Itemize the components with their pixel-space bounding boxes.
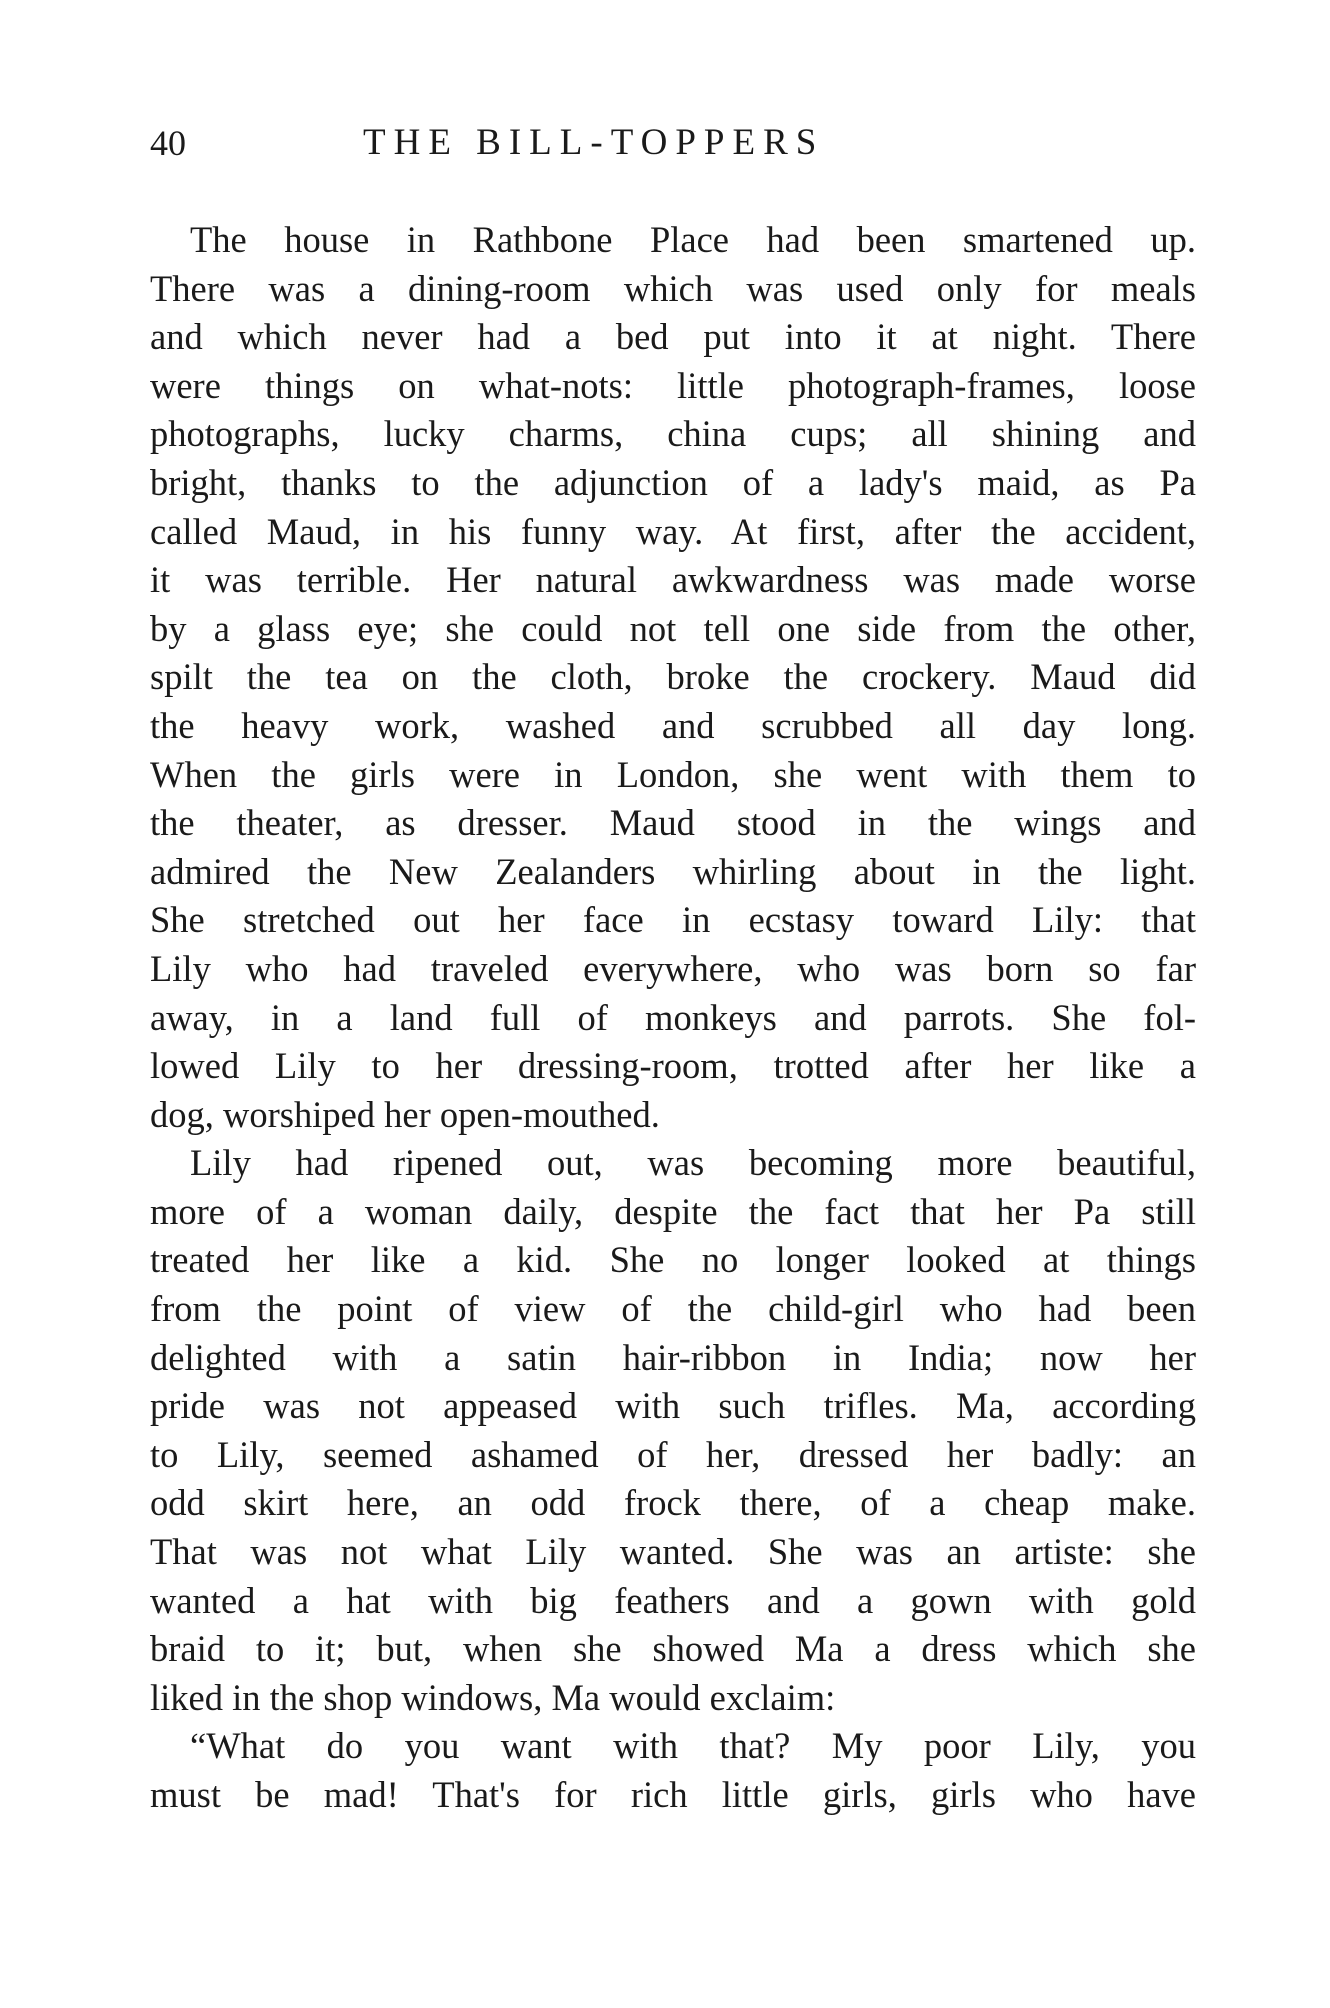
text-line: odd skirt here, an odd frock there, of a cheap make.	[150, 1482, 1196, 1524]
text-line: lowed Lily to her dressing-room, trotted after her like a	[150, 1045, 1196, 1087]
running-head	[150, 118, 1200, 168]
text-line: That was not what Lily wanted. She was an artiste: she	[150, 1531, 1196, 1573]
text-line: to Lily, seemed ashamed of her, dressed her badly: an	[150, 1433, 1196, 1475]
text-line: from the point of view of the child-girl who had been	[150, 1288, 1196, 1330]
text-line: “What do you want with that? My poor Lily, you	[190, 1725, 1196, 1767]
text-line: liked in the shop windows, Ma would exclaim:	[150, 1676, 836, 1718]
text-line: There was a dining-room which was used only for meals	[150, 267, 1196, 309]
text-line: When the girls were in London, she went with them to	[150, 753, 1196, 795]
text-line: away, in a land full of monkeys and parrots. She fol-	[150, 996, 1196, 1038]
text-line: the theater, as dresser. Maud stood in the wings and	[150, 802, 1196, 844]
text-line: braid to it; but, when she showed Ma a dress which she	[150, 1628, 1196, 1670]
text-line: were things on what-nots: little photograph-frames, loose	[150, 364, 1196, 406]
text-line: it was terrible. Her natural awkwardness was made worse	[150, 559, 1196, 601]
text-line: dog, worshiped her open-mouthed.	[150, 1093, 660, 1135]
body-text	[150, 216, 1196, 1820]
text-line: pride was not appeased with such trifles. Ma, according	[150, 1385, 1196, 1427]
page-number: 40	[150, 123, 186, 163]
text-line: must be mad! That's for rich little girls, girls who have	[150, 1774, 1196, 1815]
text-line: Lily had ripened out, was becoming more beautiful,	[190, 1142, 1196, 1184]
text-line: bright, thanks to the adjunction of a lady's maid, as Pa	[150, 461, 1196, 503]
text-line: wanted a hat with big feathers and a gown with gold	[150, 1579, 1196, 1621]
text-line: admired the New Zealanders whirling about in the light.	[150, 850, 1196, 892]
text-line: more of a woman daily, despite the fact that her Pa still	[150, 1190, 1196, 1232]
text-line: The house in Rathbone Place had been smartened up.	[190, 219, 1196, 260]
text-line: She stretched out her face in ecstasy toward Lily: that	[150, 899, 1196, 941]
text-line: the heavy work, washed and scrubbed all day long.	[150, 704, 1196, 746]
text-line: called Maud, in his funny way. At first, after the accident,	[150, 510, 1196, 552]
book-title: THE BILL-TOPPERS	[363, 122, 825, 163]
text-line: Lily who had traveled everywhere, who was born so far	[150, 947, 1196, 989]
text-line: by a glass eye; she could not tell one side from the other,	[150, 607, 1196, 649]
text-line: delighted with a satin hair-ribbon in India; now her	[150, 1336, 1196, 1378]
text-line: spilt the tea on the cloth, broke the crockery. Maud did	[150, 656, 1196, 698]
text-line: photographs, lucky charms, china cups; all shining and	[150, 413, 1196, 455]
text-line: treated her like a kid. She no longer looked at things	[150, 1239, 1196, 1281]
text-line: and which never had a bed put into it at night. There	[150, 316, 1196, 358]
